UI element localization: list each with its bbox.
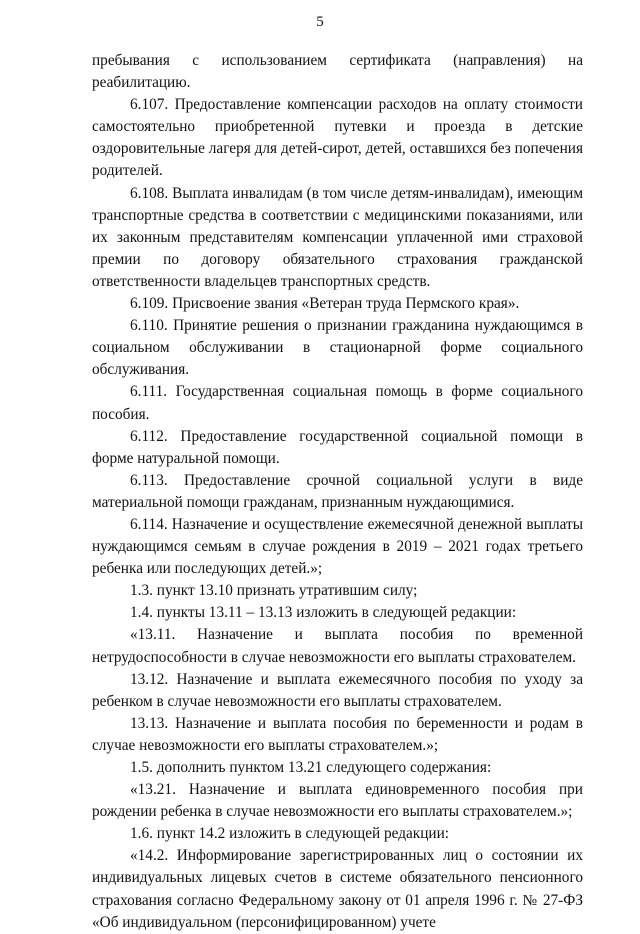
page-number: 5 <box>316 14 324 30</box>
document-body <box>92 50 583 934</box>
paragraph-13-21: «13.21. Назначение и выплата единовременного пособия при рождении ребенка в случае невозможности его выплаты страхователем.»; <box>92 781 583 821</box>
paragraph-14-2: «14.2. Информирование зарегистрированных лиц о состоянии их индивидуальных лицевых счетов в системе обязательного пенсионного страхования согласно Федеральному закону от 01 апреля 1996 г. № 27-ФЗ «Об индивидуальном (персонифицированном) учете <box>92 847 583 931</box>
paragraph-6-111: 6.111. Государственная социальная помощь в форме социального пособия. <box>92 383 583 423</box>
paragraph-6-107: 6.107. Предоставление компенсации расходов на оплату стоимости самостоятельно приобретенной путевки и проезда в детские оздоровительные лагеря для детей-сирот, детей, оставшихся без попечения родителей. <box>92 96 583 180</box>
paragraph-6-112: 6.112. Предоставление государственной социальной помощи в форме натуральной помощи. <box>92 427 583 467</box>
paragraph-13-12: 13.12. Назначение и выплата ежемесячного пособия по уходу за ребенком в случае невозможности его выплаты страхователем. <box>92 670 583 710</box>
paragraph-6-109: 6.109. Присвоение звания «Ветеран труда Пермского края». <box>130 295 520 313</box>
paragraph-1-3: 1.3. пункт 13.10 признать утратившим силу; <box>130 582 418 600</box>
paragraph-continuation: пребывания с использованием сертификата (направления) на реабилитацию. <box>92 52 583 92</box>
paragraph-6-114: 6.114. Назначение и осуществление ежемесячной денежной выплаты нуждающимся семьям в случае рождения в 2019 – 2021 годах третьего ребенка или последующих детей.»; <box>92 515 583 578</box>
paragraph-1-6: 1.6. пункт 14.2 изложить в следующей редакции: <box>130 825 450 843</box>
paragraph-1-5: 1.5. дополнить пунктом 13.21 следующего содержания: <box>130 759 492 776</box>
paragraph-6-110: 6.110. Принятие решения о признании гражданина нуждающимся в социальном обслуживании в стационарной форме социального обслуживания. <box>92 317 583 379</box>
paragraph-1-4: 1.4. пункты 13.11 – 13.13 изложить в следующей редакции: <box>130 604 517 622</box>
paragraph-13-13: 13.13. Назначение и выплата пособия по беременности и родам в случае невозможности его выплаты страхователем.»; <box>92 714 583 754</box>
paragraph-13-11: «13.11. Назначение и выплата пособия по временной нетрудоспособности в случае невозможности его выплаты страхователем. <box>92 626 583 666</box>
paragraph-6-108: 6.108. Выплата инвалидам (в том числе детям-инвалидам), имеющим транспортные средства в соответствии с медицинскими показаниями, или их законным представителям компенсации уплаченной ими страховой премии по договору обязательного страхования гражданской ответственности владельцев транспортных средств. <box>92 184 583 290</box>
paragraph-6-113: 6.113. Предоставление срочной социальной услуги в виде материальной помощи гражданам, признанным нуждающимися. <box>92 471 583 511</box>
